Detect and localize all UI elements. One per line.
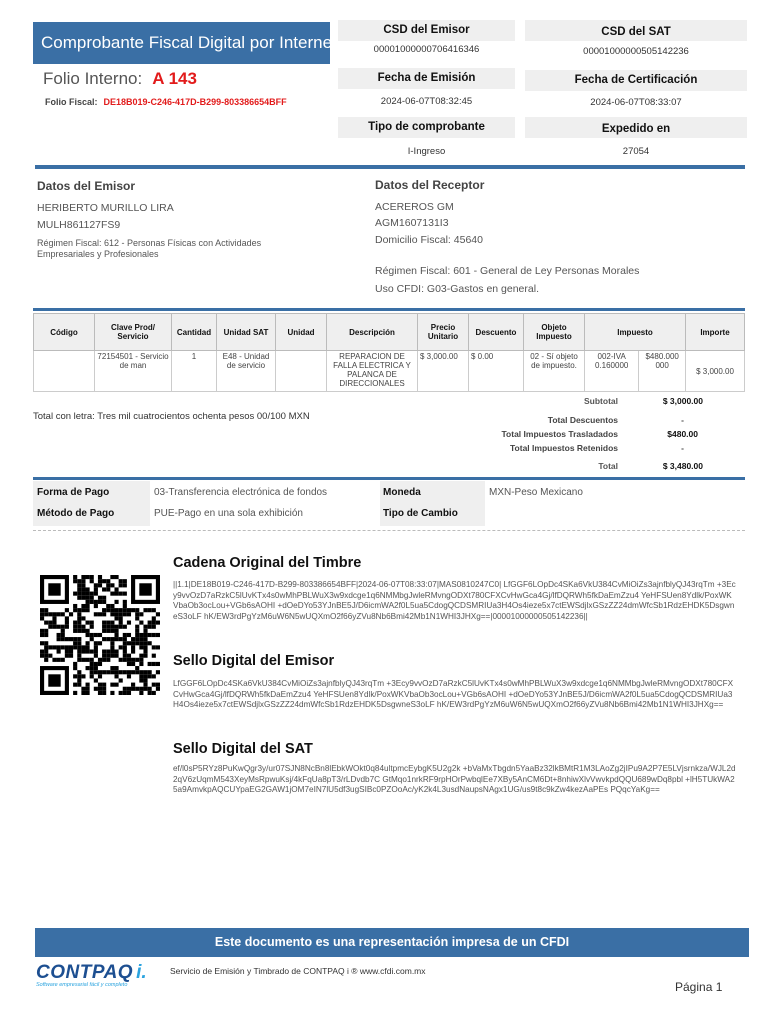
expedido-label: Expedido en — [525, 117, 747, 138]
divider — [33, 530, 745, 531]
cadena-title: Cadena Original del Timbre — [173, 555, 362, 571]
csd-sat-label: CSD del SAT — [525, 20, 747, 41]
cell-precio: $ 3,000.00 — [418, 351, 469, 392]
total-label: Total — [598, 461, 618, 471]
tipo-comprobante-value: I-Ingreso — [407, 146, 446, 157]
total-retenidos-value: - — [681, 443, 684, 453]
logo-text: CONTPAQ — [36, 962, 134, 983]
emisor-rfc: MULH861127FS9 — [37, 219, 121, 231]
metodo-pago-value: PUE-Pago en una sola exhibición — [154, 508, 303, 519]
divider-bar — [33, 477, 745, 480]
emisor-nombre: HERIBERTO MURILLO LIRA — [37, 202, 174, 214]
table-row — [34, 351, 745, 392]
divider-bar — [35, 165, 745, 169]
tipo-comprobante-label: Tipo de comprobante — [338, 117, 515, 138]
fecha-emision-label: Fecha de Emisión — [338, 68, 515, 89]
document-title: Comprobante Fiscal Digital por Internet — [33, 22, 330, 64]
total-trasladados-value: $480.00 — [667, 429, 698, 439]
cell-codigo — [34, 351, 95, 392]
cfdi-notice-bar: Este documento es una representación impresa de un CFDI — [35, 928, 749, 957]
fecha-cert-value: 2024-06-07T08:33:07 — [590, 97, 682, 108]
folio-interno-label: Folio Interno: — [43, 69, 143, 88]
col-unidad-sat: Unidad SAT — [217, 314, 276, 351]
logo-tagline: Software empresarial fácil y completo — [36, 982, 128, 988]
total-descuentos-label: Total Descuentos — [547, 415, 618, 425]
cadena-text: ||1.1|DE18B019-C246-417D-B299-803386654BFF|2024-06-07T08:33:07|MAS0810247C0| LfGGF6LOpDc4SKa6VkU384CvMiOiZs3ajnfblyQJ43rqTm +3Ecy9vvOzD7aRzkC5lUvKTx4s0wMhPBLWuX3w9xdcge1q6NMMbgJwleRMvngODXt780CFXCvHwGca4Gj/lfDQRWh5fkDaEmZzu4 YeHFSUen8Ydlk/PoxWKVbaOb3ocLou+VGb6sAOHI +dOeDYo53YJnBE5J/D6icmWA2f0L5ua5CdogQCDSMRIUa3H4Os4ieze5x7ctEWSdjlxGSzZZ24dmWfcSb1RdzEHDK5DsgwneS3oLF hK/EW3rdPgYzM6uW6N5wUQXmO2f66yZVu8Nb6Bmi42Mb1N1WHI3JHXg==|00001000000505142236|| — [173, 580, 736, 621]
col-impuesto: Impuesto — [585, 314, 686, 351]
col-objeto: Objeto Impuesto — [524, 314, 585, 351]
forma-pago-value: 03-Transferencia electrónica de fondos — [154, 487, 328, 498]
sello-sat-title: Sello Digital del SAT — [173, 741, 313, 757]
forma-pago-label: Forma de Pago — [37, 487, 110, 498]
emisor-regimen: Régimen Fiscal: 612 - Personas Físicas con Actividades Empresariales y Profesionales — [37, 238, 262, 259]
divider-bar — [33, 308, 745, 311]
total-con-letra: Total con letra: Tres mil cuatrocientos ochenta pesos 00/100 MXN — [33, 411, 310, 422]
cell-impuesto-tipo: 002-IVA 0.160000 — [585, 351, 639, 392]
col-clave: Clave Prod/ Servicio — [95, 314, 172, 351]
receptor-uso-cfdi: Uso CFDI: G03-Gastos en general. — [375, 283, 539, 295]
tipo-cambio-label: Tipo de Cambio — [383, 508, 458, 519]
col-descripcion: Descripción — [327, 314, 418, 351]
folio-fiscal-label: Folio Fiscal: — [45, 97, 98, 107]
csd-emisor-value: 00001000000706416346 — [373, 44, 480, 55]
service-text: Servicio de Emisión y Timbrado de CONTPAQ i ® www.cfdi.com.mx — [170, 966, 426, 976]
items-table — [33, 313, 745, 392]
expedido-value: 27054 — [622, 146, 650, 157]
cell-impuesto-monto: $480.000 000 — [639, 351, 686, 392]
sello-sat-text: ef/l0sP5RYz8PuKwQgr3y/ur07SJN8NcBn8lEbkWOkt0q84ultpmcEybgK5U2g2k +bVaMxTbgdn5YaaBz32lkBMtR1M3LAoZg2jIPu9A2P7E5LVjsrnkza/WJL2d2qV6zUqmM543XeyMsRpwuKsj/4kFqUa8pT3/rLDvdb7C GtMqo1nrkRF9rpHOrPwbqlEe7XBy5AnCM6Dt+8nhiwXlvVwvkpdQQU689wDq8pbl +lH5TUkWA25a9AmvkpAQCUYpaEG2GAW1jOM7eIN7lU5df3ugSIBc0PZOoAc/yK2k4L3usdNaupsNAgx1UG/us9t8c9kZw4kezAaPEs PQqcYaKg== — [173, 764, 736, 794]
cell-unidad — [276, 351, 327, 392]
cell-objeto: 02 - Sí objeto de impuesto. — [524, 351, 585, 392]
fecha-emision-value: 2024-06-07T08:32:45 — [380, 96, 473, 107]
total-descuentos-value: - — [681, 415, 684, 425]
folio-interno — [43, 69, 197, 89]
col-unidad: Unidad — [276, 314, 327, 351]
sello-emisor-text: LfGGF6LOpDc4SKa6VkU384CvMiOiZs3ajnfblyQJ43rqTm +3Ecy9vvOzD7aRzkC5lUvKTx4s0wMhPBLWuX3w9xdcge1q6NMMbgJwleRMvngODXt780CFXCvHwGca4Gj/lfDQRWh5fkDaEmZzu4 YeHFSUen8Ydlk/PoxWKVbaOb3ocLou+VGb6sAOHI +dOeDYo53YJnBE5J/D6icmWA2f0L5ua5CdogQCDSMRIUa3H4Os4ieze5x7ctEWSdjlxGSzZZ24dmWfcSb1RdzEHDK5DsgwneS3oLF hK/EW3rdPgYzM6uW6N5wUQXmO2f66yZVu8Nb6Bmi42Mb1N1WHI3JHXg== — [173, 679, 734, 709]
table-header-row — [34, 314, 745, 351]
subtotal-label: Subtotal — [584, 396, 618, 406]
moneda-value: MXN-Peso Mexicano — [489, 487, 583, 498]
folio-interno-value: A 143 — [152, 69, 197, 88]
receptor-domicilio: Domicilio Fiscal: 45640 — [375, 234, 483, 246]
total-trasladados-label: Total Impuestos Trasladados — [501, 429, 618, 439]
col-importe: Importe — [686, 314, 745, 351]
logo-i: i. — [136, 962, 147, 983]
col-descuento: Descuento — [469, 314, 524, 351]
qr-code-icon — [40, 575, 160, 695]
cell-importe: $ 3,000.00 — [686, 351, 745, 392]
col-codigo: Código — [34, 314, 95, 351]
col-cantidad: Cantidad — [172, 314, 217, 351]
csd-emisor-label: CSD del Emisor — [338, 20, 515, 41]
receptor-rfc: AGM1607131I3 — [375, 217, 449, 229]
subtotal-value: $ 3,000.00 — [662, 396, 703, 406]
page-number: Página 1 — [675, 980, 723, 994]
receptor-nombre: ACEREROS GM — [375, 201, 454, 213]
cell-clave: 72154501 - Servicio de man — [95, 351, 172, 392]
cell-unidad-sat: E48 - Unidad de servicio — [217, 351, 276, 392]
total-value: $ 3,480.00 — [662, 461, 703, 471]
moneda-label: Moneda — [383, 487, 421, 498]
cell-descripcion: REPARACION DE FALLA ELECTRICA Y PALANCA DE DIRECCIONALES — [327, 351, 418, 392]
emisor-title: Datos del Emisor — [37, 179, 136, 193]
contpaq-logo — [36, 962, 147, 988]
cell-cantidad: 1 — [172, 351, 217, 392]
sello-emisor-title: Sello Digital del Emisor — [173, 653, 335, 669]
folio-fiscal-value: DE18B019-C246-417D-B299-803386654BFF — [103, 97, 287, 107]
col-precio: Precio Unitario — [418, 314, 469, 351]
receptor-title: Datos del Receptor — [375, 178, 485, 192]
total-retenidos-label: Total Impuestos Retenidos — [510, 443, 618, 453]
metodo-pago-label: Método de Pago — [37, 508, 115, 519]
cell-descuento: $ 0.00 — [469, 351, 524, 392]
fecha-cert-label: Fecha de Certificación — [525, 70, 747, 91]
csd-sat-value: 00001000000505142236 — [583, 46, 689, 57]
receptor-regimen: Régimen Fiscal: 601 - General de Ley Personas Morales — [375, 265, 640, 277]
folio-fiscal — [45, 97, 287, 107]
